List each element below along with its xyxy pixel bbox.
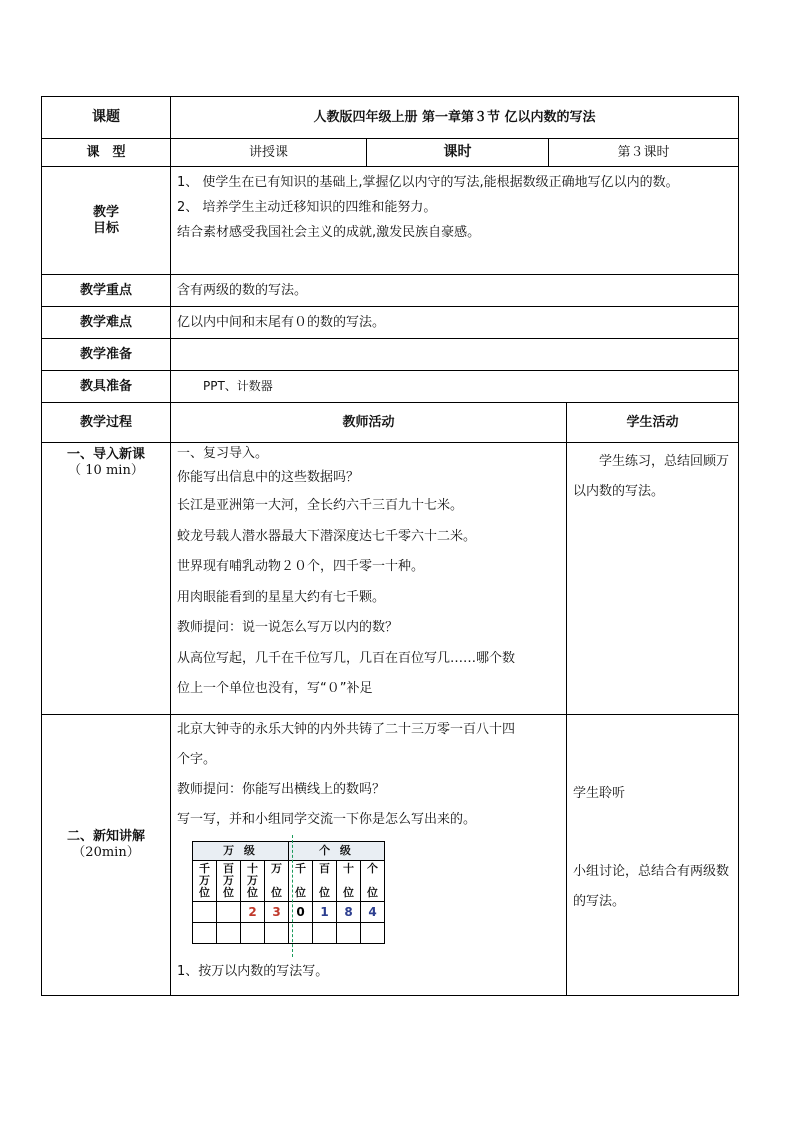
digit-cell: 4 bbox=[361, 902, 385, 923]
group-ge-label: 个 级 bbox=[289, 842, 385, 861]
place-label bbox=[361, 861, 385, 902]
place-label bbox=[217, 861, 241, 902]
group-divider-line bbox=[292, 835, 293, 957]
key-point-label: 教学重点 bbox=[42, 275, 171, 307]
tools-value: PPT、计数器 bbox=[171, 371, 739, 403]
lesson-type-label: 课 型 bbox=[42, 139, 171, 167]
empty-cell bbox=[313, 923, 337, 944]
tools-label: 教具准备 bbox=[42, 371, 171, 403]
process-header: 教学过程 bbox=[42, 403, 171, 443]
place-label-char: 万 bbox=[199, 874, 210, 887]
section-new-student bbox=[567, 715, 739, 996]
empty-cell bbox=[265, 923, 289, 944]
difficulty-label: 教学难点 bbox=[42, 307, 171, 339]
goal-item: 2、 培养学生主动迁移知识的四维和能努力。 bbox=[177, 200, 437, 215]
student-line: 小组讨论，总结合有两级数 bbox=[573, 864, 730, 879]
place-label-char: 百 bbox=[319, 862, 330, 875]
place-label bbox=[337, 861, 361, 902]
preparation-label: 教学准备 bbox=[42, 339, 171, 371]
digit-cell: 8 bbox=[337, 902, 361, 923]
place-label-char: 位 bbox=[367, 886, 378, 899]
digit-cell: 1 bbox=[313, 902, 337, 923]
goal-item: 1、 使学生在已有知识的基础上,掌握亿以内守的写法,能根据数级正确地写亿以内的数。 bbox=[177, 175, 679, 190]
key-point-value: 含有两级的数的写法。 bbox=[171, 275, 739, 307]
teacher-line: 从高位写起，几千在千位写几，几百在百位写几……哪个数 bbox=[177, 650, 516, 666]
teacher-line: 教师提问：你能写出横线上的数吗？ bbox=[177, 782, 386, 797]
teacher-line: 世界现有哺乳动物２０个，四千零一十种。 bbox=[177, 559, 425, 574]
period-value: 第３课时 bbox=[549, 139, 739, 167]
teacher-line: 个字。 bbox=[177, 752, 217, 767]
teacher-line: 你能写出信息中的这些数据吗？ bbox=[177, 470, 360, 485]
teacher-line: 位上一个单位也没有，写“０”补足 bbox=[177, 681, 373, 696]
place-value-chart bbox=[192, 841, 392, 953]
section-new-teacher bbox=[171, 715, 567, 996]
empty-cell bbox=[361, 923, 385, 944]
place-label-char: 千 bbox=[199, 862, 210, 875]
place-label-char: 万 bbox=[247, 874, 258, 887]
preparation-value bbox=[171, 339, 739, 371]
student-line: 的写法。 bbox=[573, 894, 626, 909]
section-intro-label bbox=[42, 443, 171, 715]
place-label-char: 位 bbox=[223, 886, 234, 899]
goals-content bbox=[171, 167, 739, 275]
teacher-activity-header: 教师活动 bbox=[171, 403, 567, 443]
section-intro-student bbox=[567, 443, 739, 715]
student-activity-header: 学生活动 bbox=[567, 403, 739, 443]
topic-label: 课题 bbox=[42, 97, 171, 139]
place-label-char: 百 bbox=[223, 862, 234, 875]
student-line: 学生聆听 bbox=[573, 786, 626, 801]
place-label bbox=[265, 861, 289, 902]
group-wan-label: 万 级 bbox=[193, 842, 289, 861]
place-label-char: 万 bbox=[271, 862, 282, 875]
place-label-char: 十 bbox=[247, 862, 258, 875]
place-label-char: 位 bbox=[199, 886, 210, 899]
empty-cell bbox=[193, 923, 217, 944]
lesson-type-value: 讲授课 bbox=[171, 139, 367, 167]
empty-cell bbox=[337, 923, 361, 944]
digit-cell: 3 bbox=[265, 902, 289, 923]
lesson-plan-table bbox=[41, 96, 739, 996]
section-new-time: （20min） bbox=[72, 844, 140, 860]
topic-title: 人教版四年级上册 第一章第３节 亿以内数的写法 bbox=[171, 97, 739, 139]
place-label bbox=[241, 861, 265, 902]
digit-cell: 0 bbox=[289, 902, 313, 923]
place-label-char: 位 bbox=[343, 886, 354, 899]
place-label-char: 位 bbox=[295, 886, 306, 899]
digit-cell bbox=[217, 902, 241, 923]
teacher-line: 用肉眼能看到的星星大约有七千颗。 bbox=[177, 589, 386, 605]
place-label bbox=[193, 861, 217, 902]
teacher-line: 蛟龙号载人潜水器最大下潜深度达七千零六十二米。 bbox=[177, 528, 477, 544]
place-label-char: 位 bbox=[319, 886, 330, 899]
teacher-line: 一、复习导入。 bbox=[177, 446, 269, 461]
difficulty-value: 亿以内中间和末尾有０的数的写法。 bbox=[171, 307, 739, 339]
place-value-table bbox=[192, 841, 385, 944]
place-label bbox=[313, 861, 337, 902]
teacher-line: 写一写，并和小组同学交流一下你是怎么写出来的。 bbox=[177, 812, 477, 827]
student-line: 学生练习，总结回顾万 bbox=[599, 454, 730, 469]
place-label-char: 十 bbox=[343, 862, 354, 875]
goals-label-line1: 教学 bbox=[92, 204, 119, 220]
section-new-title: 二、新知讲解 bbox=[66, 829, 145, 844]
section-intro-teacher bbox=[171, 443, 567, 715]
place-label-char: 千 bbox=[295, 862, 306, 875]
goals-label bbox=[42, 167, 171, 275]
teacher-line: 教师提问：说一说怎么写万以内的数？ bbox=[177, 620, 399, 635]
period-label: 课时 bbox=[367, 139, 549, 167]
goals-label-line2: 目标 bbox=[92, 220, 119, 236]
teacher-line: 1、按万以内数的写法写。 bbox=[177, 964, 329, 979]
digit-cell bbox=[193, 902, 217, 923]
section-intro-time: （ 10 min） bbox=[68, 462, 144, 478]
empty-cell bbox=[217, 923, 241, 944]
place-label-char: 位 bbox=[247, 886, 258, 899]
place-label-char: 位 bbox=[271, 886, 282, 899]
empty-cell bbox=[241, 923, 265, 944]
teacher-line: 北京大钟寺的永乐大钟的内外共铸了二十三万零一百八十四 bbox=[177, 722, 516, 737]
digit-cell: 2 bbox=[241, 902, 265, 923]
section-intro-title: 一、导入新课 bbox=[66, 447, 145, 462]
teacher-line: 长江是亚洲第一大河，全长约六千三百九十七米。 bbox=[177, 498, 464, 513]
place-label-char: 万 bbox=[223, 874, 234, 887]
section-new-label bbox=[42, 715, 171, 996]
goal-item: 结合素材感受我国社会主义的成就,激发民族自豪感。 bbox=[177, 225, 481, 240]
place-label-char: 个 bbox=[367, 862, 378, 875]
student-line: 以内数的写法。 bbox=[573, 484, 665, 499]
